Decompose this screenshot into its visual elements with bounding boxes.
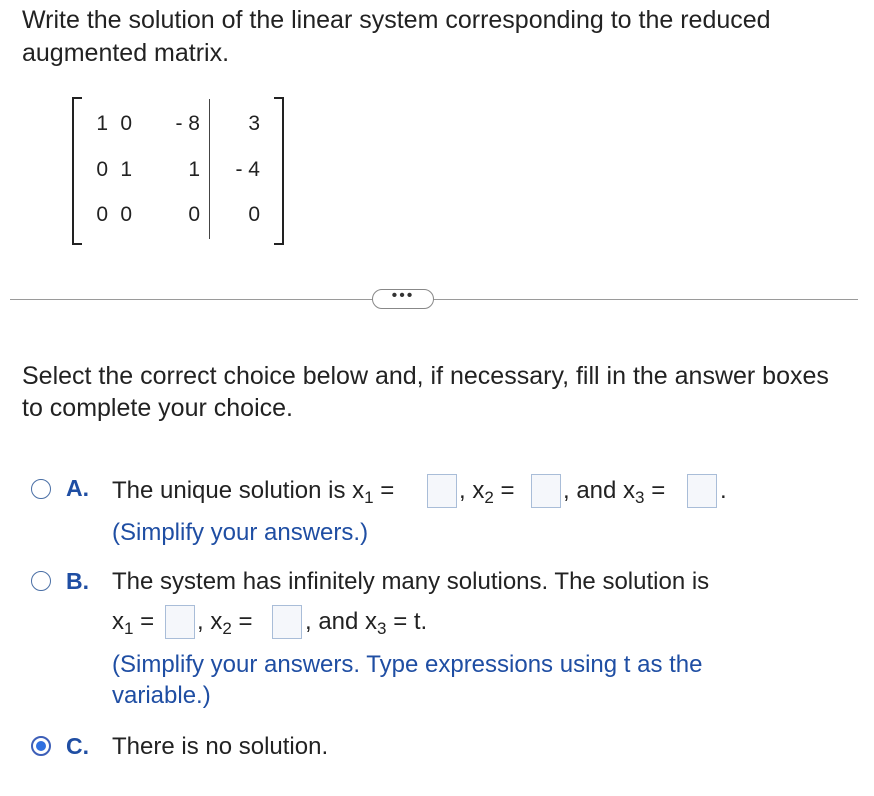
- choice-b-text: The system has infinitely many solutions. The solution is: [112, 568, 710, 595]
- matrix-cell: 1: [188, 158, 200, 181]
- choice-b-hint: (Simplify your answers. Type expressions using t as the variable.): [112, 651, 703, 709]
- choice-c-letter: C.: [66, 733, 89, 759]
- choice-a-letter: A.: [66, 475, 89, 501]
- b-x2-answer-box[interactable]: [272, 605, 302, 639]
- matrix-left-bracket: [72, 97, 82, 245]
- choice-a-hint: (Simplify your answers.): [112, 519, 369, 546]
- matrix-cell: 1: [96, 112, 108, 135]
- choice-a-radio[interactable]: [31, 479, 51, 499]
- section-divider: [10, 299, 858, 300]
- matrix-cell: 3: [248, 112, 260, 135]
- b-x1-answer-box[interactable]: [165, 605, 195, 639]
- choice-a-x3-label: , and $x_3$ =: [563, 477, 666, 507]
- instruction-text: Select the correct choice below and, if necessary, fill in the answer boxes to complete your choice.: [22, 362, 829, 422]
- x2-answer-box[interactable]: [531, 474, 561, 508]
- augmented-matrix: [72, 97, 284, 243]
- matrix-cell: - 8: [175, 112, 200, 135]
- augment-divider: [209, 99, 210, 239]
- more-button[interactable]: •••: [372, 289, 434, 309]
- choice-b-x2-label: , $x_2$ =: [197, 608, 253, 638]
- matrix-cell: - 4: [235, 158, 260, 181]
- matrix-cell: 1: [120, 158, 132, 181]
- choice-b-letter: B.: [66, 568, 89, 594]
- choice-a-x2-label: , $x_2$ =: [459, 477, 515, 507]
- choice-c-text: There is no solution.: [112, 733, 329, 760]
- x1-answer-box[interactable]: [427, 474, 457, 508]
- matrix-cell: 0: [96, 203, 108, 226]
- matrix-cell: 0: [96, 158, 108, 181]
- choice-c-radio[interactable]: [31, 736, 51, 756]
- choice-b-x1-label: $x_1$ =: [112, 608, 155, 638]
- matrix-cell: 0: [188, 203, 200, 226]
- selected-dot: [36, 741, 46, 751]
- question-text: Write the solution of the linear system corresponding to the reduced augmented matrix.: [22, 6, 771, 67]
- choice-b-x3-label: , and $x_3 = t$.: [305, 608, 428, 638]
- matrix-cell: 0: [120, 203, 132, 226]
- choice-a-text: The unique solution is $x_1$ =: [112, 477, 395, 507]
- x3-answer-box[interactable]: [687, 474, 717, 508]
- matrix-right-bracket: [274, 97, 284, 245]
- choice-b-radio[interactable]: [31, 571, 51, 591]
- matrix-cell: 0: [120, 112, 132, 135]
- matrix-cell: 0: [248, 203, 260, 226]
- choice-a-period: .: [720, 477, 727, 504]
